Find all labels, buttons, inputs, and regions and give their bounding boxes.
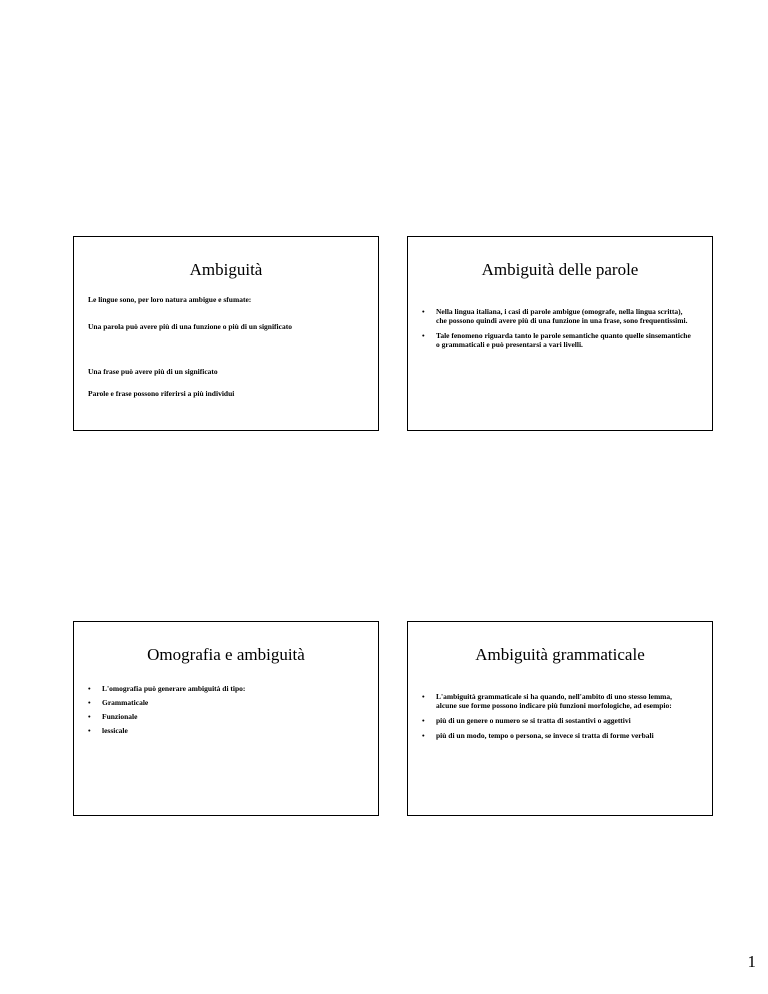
slide-title: Ambiguità grammaticale [475,645,645,664]
slide-ambiguita-delle-parole [407,236,713,431]
bullet-list [88,684,360,740]
page-number: 1 [747,952,756,971]
bullet-list [422,307,694,355]
bullet-item: • più di un modo, tempo o persona, se invece si tratta di forme verbali [422,731,694,740]
bullet-list [422,692,694,746]
bullet-item: • Tale fenomeno riguarda tanto le parole semantiche quanto quelle sinsemantiche o grammaticali e può presentarsi a vari livelli. [422,331,694,349]
bullet-item: • Grammaticale [88,698,360,707]
slide-title: Omografia e ambiguità [147,645,305,664]
slide-paragraph: Una parola può avere più di una funzione o più di un significato [88,322,292,331]
bullet-item: • L'omografia può generare ambiguità di tipo: [88,684,360,693]
bullet-item: • lessicale [88,726,360,735]
slide-ambiguita-grammaticale [407,621,713,816]
bullet-item: • Nella lingua italiana, i casi di parole ambigue (omografe, nella lingua scritta), che possono quindi avere più di una funzione in una frase, sono frequentissimi. [422,307,694,325]
slide-omografia-e-ambiguita [73,621,379,816]
slide-ambiguita [73,236,379,431]
slide-paragraph: Parole e frase possono riferirsi a più individui [88,389,235,398]
bullet-item: • più di un genere o numero se si tratta di sostantivi o aggettivi [422,716,694,725]
bullet-item: • Funzionale [88,712,360,721]
slide-title: Ambiguità [189,260,263,279]
slide-title: Ambiguità delle parole [481,260,639,279]
slide-paragraph: Una frase può avere più di un significato [88,367,218,376]
slide-paragraph: Le lingue sono, per loro natura ambigue e sfumate: [88,295,252,304]
bullet-item: • L'ambiguità grammaticale si ha quando, nell'ambito di uno stesso lemma, alcune sue forme possono indicare più funzioni morfologiche, ad esempio: [422,692,694,710]
